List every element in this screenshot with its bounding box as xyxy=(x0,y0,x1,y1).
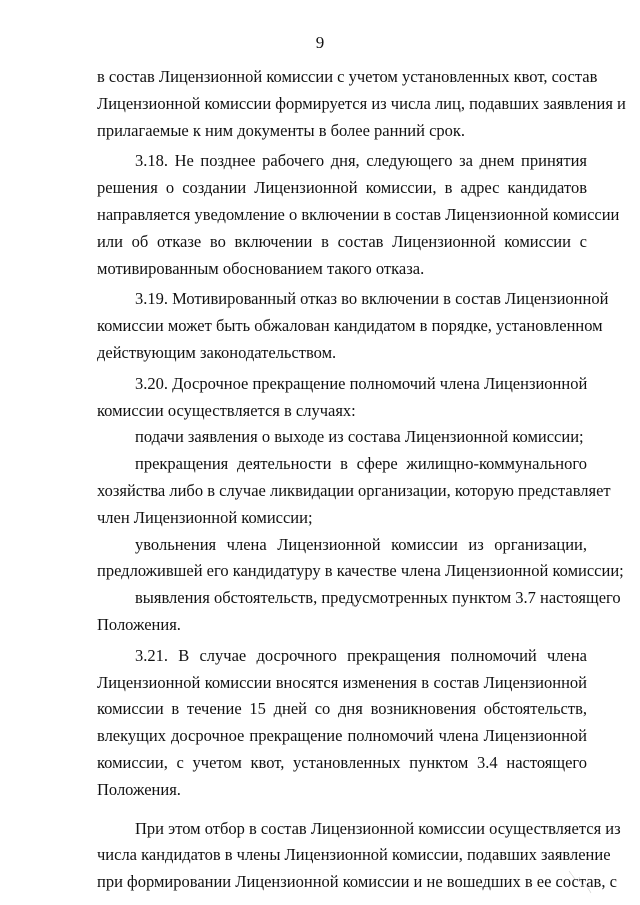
text-line: член Лицензионной комиссии; xyxy=(97,507,313,527)
text-line: прилагаемые к ним документы в более ранний срок. xyxy=(97,120,466,140)
paragraph xyxy=(97,64,626,144)
list-item xyxy=(97,532,624,586)
text-line: увольнения члена Лицензионной комиссии из организации, xyxy=(135,534,587,554)
paragraph-3-21 xyxy=(97,643,587,804)
text-line: 3.19. Мотивированный отказ во включении в состав Лицензионной xyxy=(135,289,609,309)
text-line: Положения. xyxy=(97,614,181,634)
text-line: прекращения деятельности в сфере жилищно-коммунального xyxy=(135,454,587,474)
text-line: при формировании Лицензионной комиссии и не вошедших в ее состав, с xyxy=(97,872,617,892)
text-line: При этом отбор в состав Лицензионной комиссии осуществляется из xyxy=(135,818,621,838)
page-number: 9 xyxy=(315,33,325,52)
list-item xyxy=(97,451,611,531)
text-line: влекущих досрочное прекращение полномочий члена Лицензионной xyxy=(97,726,587,746)
text-line: числа кандидатов в члены Лицензионной комиссии, подавших заявление xyxy=(97,845,611,865)
text-line: подачи заявления о выходе из состава Лицензионной комиссии; xyxy=(135,427,584,447)
paragraph-3-18 xyxy=(97,148,620,282)
text-line: Лицензионной комиссии вносятся изменения в состав Лицензионной xyxy=(97,672,587,692)
paragraph-selection xyxy=(97,816,621,896)
document-body xyxy=(97,64,626,896)
text-line: решения о создании Лицензионной комиссии, в адрес кандидатов xyxy=(97,178,587,198)
text-line: Лицензионной комиссии формируется из числа лиц, подавших заявления и xyxy=(97,93,626,113)
text-line: мотивированным обоснованием такого отказа. xyxy=(97,258,425,278)
text-line: предложившей его кандидатуру в качестве члена Лицензионной комиссии; xyxy=(97,561,624,581)
text-line: хозяйства либо в случае ликвидации организации, которую представляет xyxy=(97,480,611,500)
paragraph-3-20 xyxy=(97,371,587,425)
text-line: комиссии осуществляется в случаях: xyxy=(97,400,356,420)
text-line: направляется уведомление о включении в состав Лицензионной комиссии xyxy=(97,204,620,224)
scan-artifact-mark xyxy=(565,867,595,897)
paragraph-3-19 xyxy=(97,286,609,366)
list-item xyxy=(97,424,587,451)
text-line: комиссии, с учетом квот, установленных пунктом 3.4 настоящего xyxy=(97,752,587,772)
text-line: 3.20. Досрочное прекращение полномочий члена Лицензионной xyxy=(135,373,588,393)
text-line: комиссии может быть обжалован кандидатом в порядке, установленном xyxy=(97,316,603,336)
text-line: 3.21. В случае досрочного прекращения полномочий члена xyxy=(135,645,587,665)
text-line: действующим законодательством. xyxy=(97,342,337,362)
list-item xyxy=(97,585,621,639)
text-line: комиссии в течение 15 дней со дня возникновения обстоятельств, xyxy=(97,699,587,719)
text-line: или об отказе во включении в состав Лицензионной комиссии с xyxy=(97,231,587,251)
text-line: выявления обстоятельств, предусмотренных пунктом 3.7 настоящего xyxy=(135,588,621,608)
text-line: Положения. xyxy=(97,779,181,799)
text-line: 3.18. Не позднее рабочего дня, следующего за днем принятия xyxy=(135,151,587,171)
text-line: в состав Лицензионной комиссии с учетом установленных квот, состав xyxy=(97,67,598,86)
